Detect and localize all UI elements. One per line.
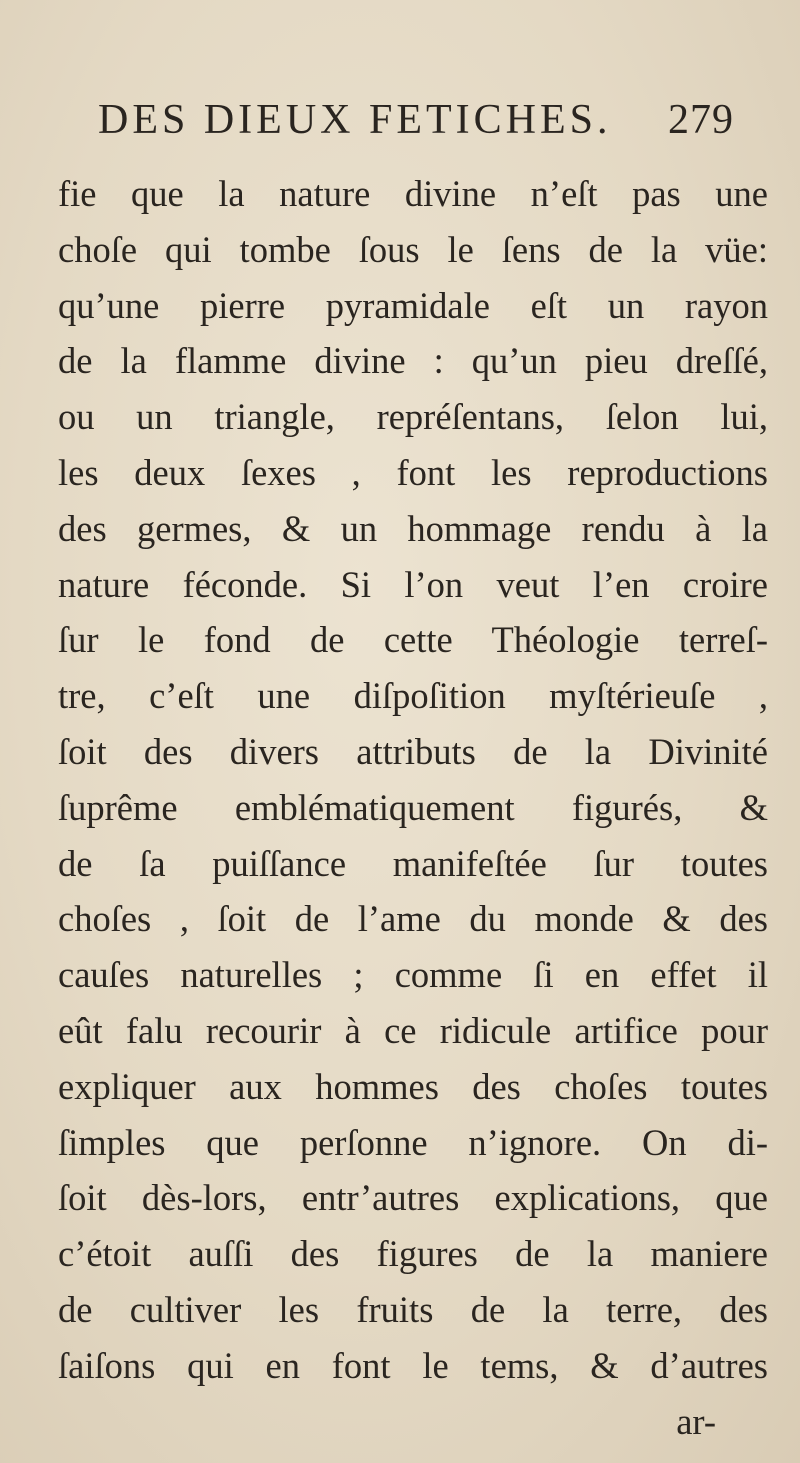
body-text [58,166,768,1449]
text-line: eût falu recourir à ce ridicule artifice pour [58,1009,768,1051]
text-line: des germes, & un hommage rendu à la [58,507,768,549]
text-line: ſaiſons qui en font le tems, & d’autres [58,1344,768,1386]
text-line: choſe qui tombe ſous le ſens de la vüe: [58,228,768,270]
text-line: de cultiver les fruits de la terre, des [58,1288,768,1330]
text-line: fie que la nature divine n’eſt pas une [58,173,768,214]
page-number: 279 [668,97,734,143]
catchword: ar- [676,1400,716,1442]
text-line: ou un triangle, repréſentans, ſelon lui, [58,396,768,438]
text-line: nature féconde. Si l’on veut l’en croire [58,563,768,605]
text-line: les deux ſexes , font les reproductions [58,451,768,493]
text-line: cauſes naturelles ; comme ſi en effet il [58,954,768,996]
text-line: ſoit dès-lors, entr’autres explications, que [58,1177,768,1219]
running-title: DES DIEUX FETICHES. [98,97,612,143]
text-line: ſimples que perſonne n’ignore. On di- [58,1121,768,1163]
text-line: ſur le fond de cette Théologie terreſ- [58,619,768,661]
text-line: tre, c’eſt une diſpoſition myſtérieuſe , [58,675,768,717]
page-header [98,96,758,156]
text-line: ſoit des divers attributs de la Divinité [58,730,768,772]
text-line: ſuprême emblématiquement figurés, & [58,786,768,828]
text-line: expliquer aux hommes des choſes toutes [58,1065,768,1107]
text-line: de la flamme divine : qu’un pieu dreſſé, [58,340,768,382]
text-line: c’étoit auſſi des figures de la maniere [58,1233,768,1275]
text-line: choſes , ſoit de l’ame du monde & des [58,898,768,940]
text-line: de ſa puiſſance manifeſtée ſur toutes [58,842,768,884]
text-line: qu’une pierre pyramidale eſt un rayon [58,284,768,326]
